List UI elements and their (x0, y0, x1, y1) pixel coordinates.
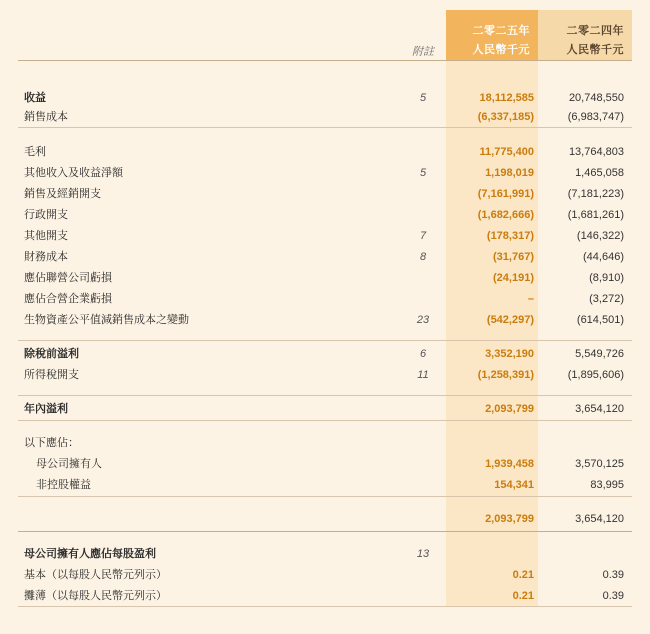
value-2025: (6,337,185) (477, 111, 534, 123)
value-2024: 3,654,120 (575, 403, 624, 415)
row-note: 7 (419, 230, 427, 242)
value-2024: 0.39 (602, 569, 624, 581)
row-label: 應佔聯營公司虧損 (24, 272, 112, 284)
value-2025: (1,682,666) (477, 209, 534, 221)
row-label: 毛利 (24, 146, 46, 158)
row-label: 所得稅開支 (24, 369, 79, 381)
row-label: 生物資產公平值減銷售成本之變動 (24, 314, 189, 326)
value-2024: (146,322) (576, 230, 624, 242)
row-label: 母公司擁有人應佔每股盈利 (24, 548, 156, 560)
value-2024: (1,895,606) (567, 369, 624, 381)
value-2025: (542,297) (486, 314, 534, 326)
table-row (18, 565, 632, 585)
value-2025: 1,939,458 (485, 458, 534, 470)
row-label: 以下應佔： (24, 437, 79, 449)
value-2024: (1,681,261) (567, 209, 624, 221)
value-2025: 2,093,799 (485, 403, 534, 415)
value-2024: 3,654,120 (575, 513, 624, 525)
table-row (18, 399, 632, 419)
header-2025 (446, 10, 538, 60)
row-label: 非控股權益 (36, 479, 91, 491)
row-label: 其他開支 (24, 230, 68, 242)
divider (18, 127, 632, 128)
value-2024: (44,646) (583, 251, 624, 263)
value-2025: 2,093,799 (485, 513, 534, 525)
row-label: 除稅前溢利 (24, 348, 79, 360)
row-label: 收益 (24, 92, 46, 104)
value-2025: 1,198,019 (485, 167, 534, 179)
value-2024: (8,910) (589, 272, 624, 284)
divider (18, 496, 632, 497)
table-row (18, 226, 632, 246)
value-2025: (24,191) (493, 272, 534, 284)
value-2024: (614,501) (576, 314, 624, 326)
table-row (18, 268, 632, 288)
value-2025: (178,317) (486, 230, 534, 242)
divider (18, 531, 632, 532)
table-row (18, 289, 632, 309)
table-row (18, 88, 632, 108)
divider (18, 60, 632, 61)
value-2024: 5,549,726 (575, 348, 624, 360)
row-note: 6 (419, 348, 427, 360)
row-note: 8 (419, 251, 427, 263)
divider (18, 340, 632, 341)
value-2024: 20,748,550 (568, 92, 624, 104)
value-2025: (7,161,991) (477, 188, 534, 200)
row-label: 攤薄（以每股人民幣元列示） (24, 590, 167, 602)
value-2024: (3,272) (589, 293, 624, 305)
divider (18, 606, 632, 607)
header-2024-year: 二零二四年 (566, 25, 624, 37)
row-label: 基本（以每股人民幣元列示） (24, 569, 167, 581)
income-statement (18, 10, 632, 610)
row-note: 5 (419, 167, 427, 179)
value-2024: (6,983,747) (567, 111, 624, 123)
value-2025: 11,775,400 (479, 146, 534, 158)
row-label: 財務成本 (24, 251, 68, 263)
value-2024: 83,995 (590, 479, 624, 491)
table-row (18, 107, 632, 127)
table-row (18, 365, 632, 385)
row-label: 應佔合營企業虧損 (24, 293, 112, 305)
table-row (18, 163, 632, 183)
value-2025: 154,341 (494, 479, 534, 491)
table-row (18, 586, 632, 606)
table-row (18, 184, 632, 204)
table-row (18, 544, 632, 564)
value-2025: – (527, 293, 534, 305)
row-label: 銷售及經銷開支 (24, 188, 101, 200)
value-2024: (7,181,223) (567, 188, 624, 200)
value-2025: (31,767) (493, 251, 534, 263)
header-2025-year: 二零二五年 (472, 25, 530, 37)
header-2025-unit: 人民幣千元 (472, 44, 530, 56)
table-row (18, 247, 632, 267)
value-2025: 3,352,190 (485, 348, 534, 360)
table-row (18, 310, 632, 330)
row-label: 其他收入及收益淨額 (24, 167, 123, 179)
table-row (18, 454, 632, 474)
value-2025: 0.21 (512, 569, 534, 581)
value-2024: 3,570,125 (575, 458, 624, 470)
row-label: 年內溢利 (24, 403, 68, 415)
table-row (18, 205, 632, 225)
row-note: 23 (416, 314, 430, 326)
table-row (18, 344, 632, 364)
divider (18, 395, 632, 396)
table-row (18, 475, 632, 495)
table-row (18, 433, 632, 453)
table-row (18, 509, 632, 529)
value-2025: (1,258,391) (477, 369, 534, 381)
row-note: 13 (416, 548, 430, 560)
row-note: 5 (419, 92, 427, 104)
table-row (18, 142, 632, 162)
value-2024: 0.39 (602, 590, 624, 602)
value-2024: 1,465,058 (575, 167, 624, 179)
value-2024: 13,764,803 (568, 146, 624, 158)
value-2025: 18,112,585 (479, 92, 534, 104)
divider (18, 420, 632, 421)
header-2024-unit: 人民幣千元 (566, 44, 624, 56)
row-label: 母公司擁有人 (36, 458, 102, 470)
value-2025: 0.21 (512, 590, 534, 602)
row-label: 銷售成本 (24, 111, 68, 123)
note-column-header: 附註 (412, 46, 434, 58)
header-2024 (538, 10, 632, 60)
row-note: 11 (417, 369, 429, 381)
row-label: 行政開支 (24, 209, 68, 221)
